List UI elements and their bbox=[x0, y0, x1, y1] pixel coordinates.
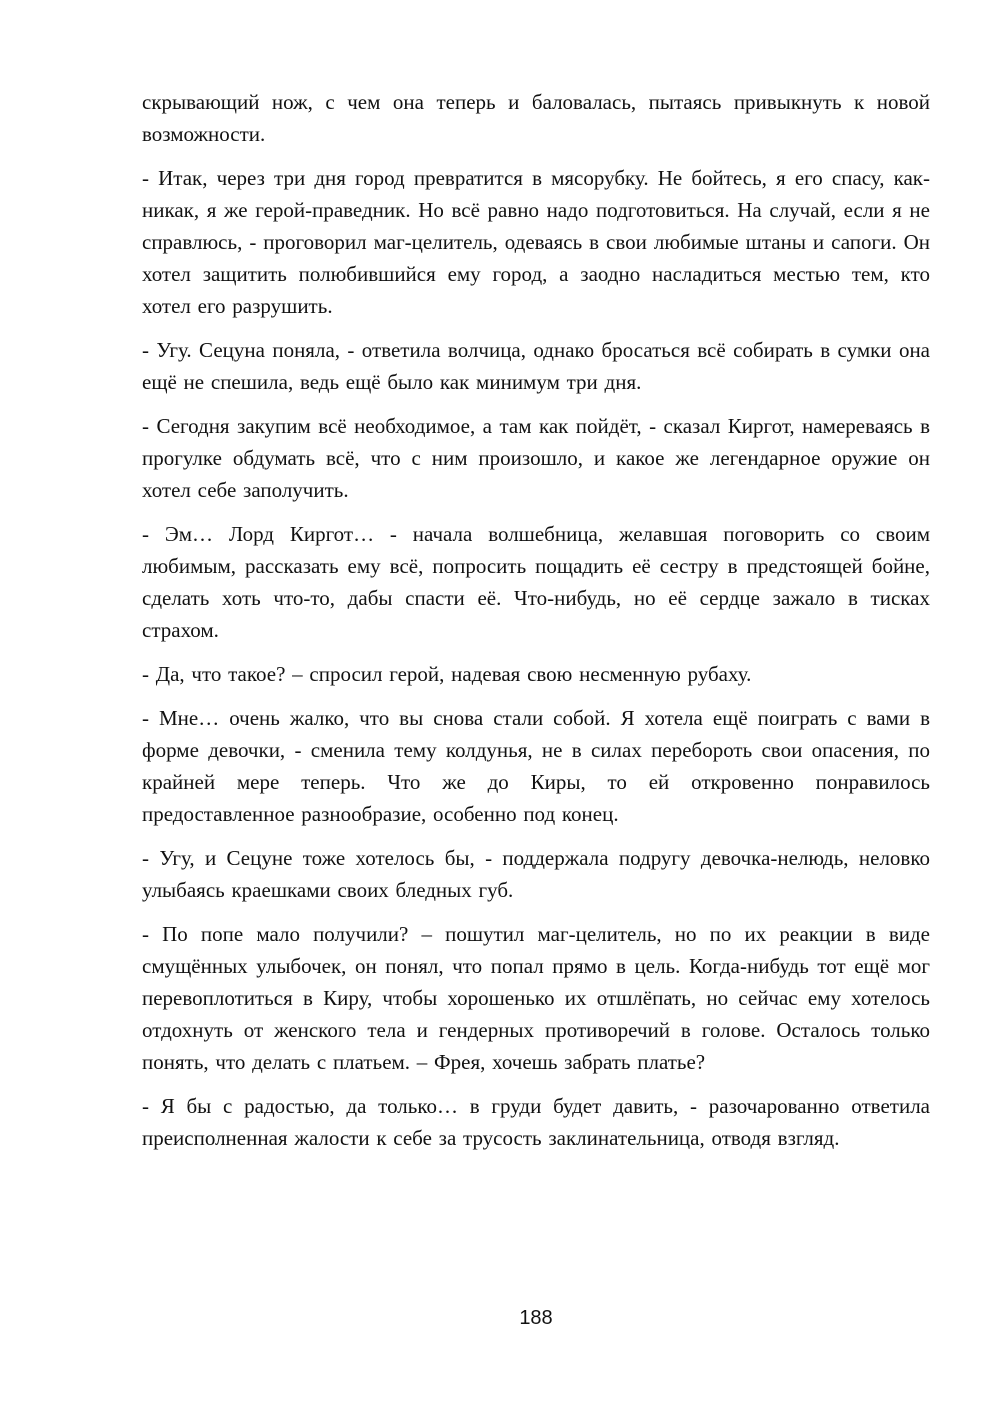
page-number: 188 bbox=[519, 1307, 553, 1329]
paragraph: - Да, что такое? – спросил герой, надевая свою несменную рубаху. bbox=[142, 662, 752, 686]
paragraph: - Эм… Лорд Киргот… - начала волшебница, желавшая поговорить со своим любимым, рассказать ему всё, попросить пощадить её сестру в предстоящей бойне, сделать хоть что-то, дабы спасти её. Что-нибудь, но её сердце зажало в тисках страхом. bbox=[142, 522, 930, 642]
paragraph: - Итак, через три дня город превратится в мясорубку. Не бойтесь, я его спасу, как-никак, я же герой-праведник. Но всё равно надо подготовиться. На случай, если я не справлюсь, - проговорил маг-целитель, одеваясь в свои любимые штаны и сапоги. Он хотел защитить полюбившийся ему город, а заодно насладиться местью тем, кто хотел его разрушить. bbox=[142, 166, 930, 318]
paragraph: - Угу. Сецуна поняла, - ответила волчица, однако бросаться всё собирать в сумки она ещё не спешила, ведь ещё было как минимум три дня. bbox=[142, 338, 930, 394]
paragraph: - По попе мало получили? – пошутил маг-целитель, но по их реакции в виде смущённых улыбочек, он понял, что попал прямо в цель. Когда-нибудь тот ещё мог перевоплотиться в Киру, чтобы хорошенько их отшлёпать, но сейчас ему хотелось отдохнуть от женского тела и гендерных противоречий в голове. Осталось только понять, что делать с платьем. – Фрея, хочешь забрать платье? bbox=[142, 922, 930, 1074]
paragraph: скрывающий нож, с чем она теперь и баловалась, пытаясь привыкнуть к новой возможности. bbox=[142, 90, 930, 146]
paragraph: - Мне… очень жалко, что вы снова стали собой. Я хотела ещё поиграть с вами в форме девочки, - сменила тему колдунья, не в силах перебороть свои опасения, по крайней мере теперь. Что же до Киры, то ей откровенно понравилось предоставленное разнообразие, особенно под конец. bbox=[142, 706, 930, 826]
paragraph: - Я бы с радостью, да только… в груди будет давить, - разочарованно ответила преисполненная жалости к себе за трусость заклинательница, отводя взгляд. bbox=[142, 1094, 930, 1150]
text-block bbox=[142, 86, 930, 1166]
paragraph: - Угу, и Сецуне тоже хотелось бы, - поддержала подругу девочка-нелюдь, неловко улыбаясь краешками своих бледных губ. bbox=[142, 846, 930, 902]
paragraph: - Сегодня закупим всё необходимое, а там как пойдёт, - сказал Киргот, намереваясь в прогулке обдумать всё, что с ним произошло, и какое же легендарное оружие он хотел себе заполучить. bbox=[142, 414, 930, 502]
